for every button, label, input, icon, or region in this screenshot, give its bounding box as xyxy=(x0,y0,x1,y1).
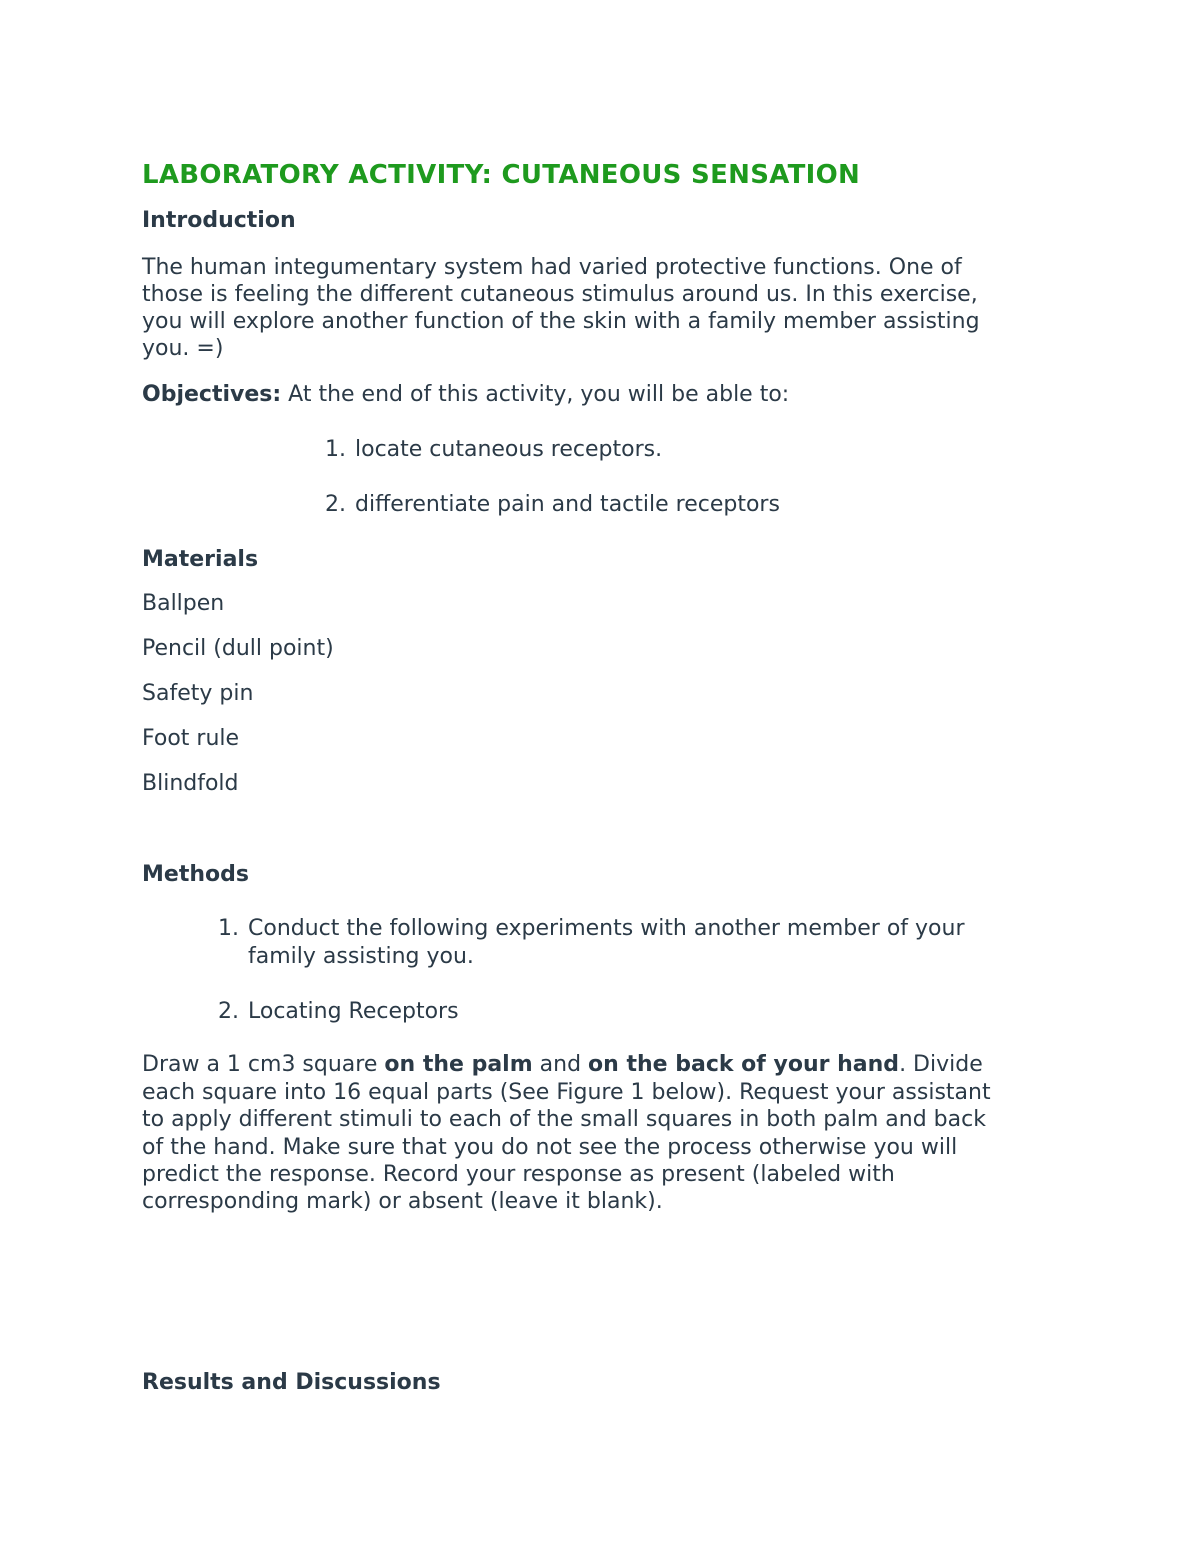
page-title: LABORATORY ACTIVITY: CUTANEOUS SENSATION xyxy=(142,160,861,190)
method-text-line: Conduct the following experiments with another member of your xyxy=(248,916,965,941)
introduction-line: those is feeling the different cutaneous stimulus around us. In this exercise, xyxy=(142,282,978,307)
material-item: Ballpen xyxy=(142,591,225,616)
emphasis-back-of-hand: on the back of your hand xyxy=(588,1052,900,1077)
introduction-line: you will explore another function of the skin with a family member assisting xyxy=(142,309,980,334)
method-text-line: Locating Receptors xyxy=(248,999,459,1024)
introduction-heading: Introduction xyxy=(142,208,296,233)
methods-paragraph-line xyxy=(142,1051,983,1079)
objectives-text: At the end of this activity, you will be able to: xyxy=(281,382,790,407)
material-item: Safety pin xyxy=(142,681,254,706)
text-run: and xyxy=(532,1052,589,1077)
materials-heading: Materials xyxy=(142,547,259,572)
methods-paragraph-line: each square into 16 equal parts (See Figure 1 below). Request your assistant xyxy=(142,1080,991,1105)
text-run: . Divide xyxy=(899,1052,983,1077)
material-item: Foot rule xyxy=(142,726,240,751)
methods-paragraph-line: predict the response. Record your response as present (labeled with xyxy=(142,1162,895,1187)
methods-heading: Methods xyxy=(142,862,249,887)
methods-paragraph-line: to apply different stimuli to each of the small squares in both palm and back xyxy=(142,1107,986,1132)
introduction-line: The human integumentary system had varied protective functions. One of xyxy=(142,255,962,280)
method-text-line: family assisting you. xyxy=(248,944,474,969)
objective-text: differentiate pain and tactile receptors xyxy=(355,492,780,517)
list-number: 2. xyxy=(325,492,346,517)
emphasis-palm: on the palm xyxy=(384,1052,533,1077)
list-number: 2. xyxy=(218,999,239,1024)
introduction-line: you. =) xyxy=(142,336,224,361)
objectives-line xyxy=(142,381,789,409)
objective-text: locate cutaneous receptors. xyxy=(355,437,663,462)
list-number: 1. xyxy=(325,437,346,462)
text-run: Draw a 1 cm3 square xyxy=(142,1052,385,1077)
list-number: 1. xyxy=(218,916,239,941)
methods-paragraph-line: corresponding mark) or absent (leave it blank). xyxy=(142,1189,663,1214)
results-heading: Results and Discussions xyxy=(142,1370,441,1395)
objectives-label: Objectives: xyxy=(142,382,282,407)
methods-paragraph-line: of the hand. Make sure that you do not see the process otherwise you will xyxy=(142,1135,958,1160)
material-item: Pencil (dull point) xyxy=(142,636,334,661)
material-item: Blindfold xyxy=(142,771,239,796)
